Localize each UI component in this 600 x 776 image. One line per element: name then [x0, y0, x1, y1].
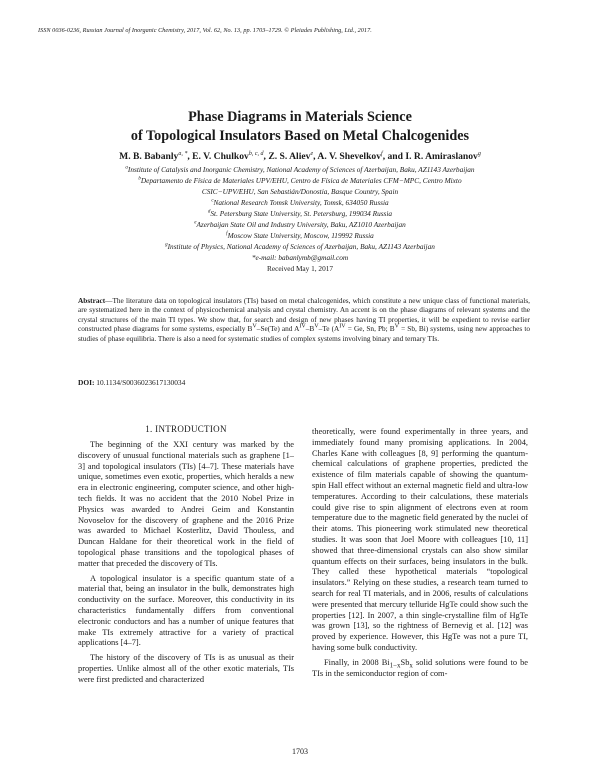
- affiliation-mark: g: [165, 242, 168, 248]
- body-text: Sb: [400, 657, 410, 667]
- body-column-left: [78, 440, 294, 690]
- affiliation-b-cont: [0, 187, 600, 197]
- abstract-text: –Se(Te) and A: [256, 324, 300, 334]
- author-name: E. V. Chulkov: [192, 151, 249, 162]
- affiliation-c: [0, 198, 600, 208]
- affiliation-g: [0, 242, 600, 252]
- affiliation-text: CSIC−UPV/EHU, San Sebastián/Donostia, Basque Country, Spain: [201, 187, 399, 196]
- affiliation-text: Azerbaijan State Oil and Industry University, Baku, AZ1010 Azerbaijan: [196, 220, 406, 229]
- author-name: M. B. Babanly: [119, 151, 179, 162]
- abstract-sup: V: [314, 323, 319, 330]
- body-paragraph: theoretically, were found experimentally in three years, and immediately found many promising applications. In 2004, Charles Kane with colleagues [8, 9] performing the quantum-chemical calculations of graphene properties, predicted the existence of film materials capable of showing the quantum-spin Hall effect without an external magnetic field and ultra-low temperatures. According to their calculations, these materials could give rise to spin alignment of electrons even at room temperature due to the magnetic field generated by the nuclei of their atoms. This pioneering work stimulated new theoretical studies. It was soon that Joel Moore with colleagues [10, 11] showed that three-dimensional crystals can also show similar quantum effects on their surfaces, being insulators in the bulk. They called these hypothetical materials “topological insulators.” Relying on these studies, a research team turned to search for real TI materials, and in 2006, results of calculations were presented that mercury telluride HgTe could show such the properties [12]. In 2007, a thin single-crystalline film of HgTe was grown [13], so the rightness of Bernevig et al. [12] was proved by experience. However, this HgTe was not a pure TI, having some bulk conductivity.: [312, 427, 528, 652]
- abstract-text: —The literature data on topological insulators (TIs) based on metal chalcogenides, which constitute a new unique class of functional materials, are systematized here in the context of physicochemical analysis and crystal chemistry. An accent is on the phase diagrams of relevant systems and the crystal structures of the main TI types. We show that, for search and design of new phases having TI properties, it will be expedient to revise earlier constructed phase diagrams for some systems, especially B: [78, 296, 530, 334]
- abstract-text: –B: [305, 324, 315, 334]
- author-list: [0, 151, 600, 162]
- author-name: I. R. Amiraslanov: [405, 151, 478, 162]
- paper-title-line-1: Phase Diagrams in Materials Science: [188, 109, 412, 125]
- email-text: *e-mail: babanlymb@gmail.com: [251, 253, 349, 262]
- body-sub: x: [409, 661, 413, 670]
- affiliation-a: [0, 165, 600, 175]
- author-name: Z. S. Aliev: [268, 151, 311, 162]
- abstract: [78, 296, 530, 343]
- author-affil-mark: g: [477, 150, 481, 157]
- body-paragraph: [312, 658, 528, 680]
- body-text: solid solutions were found to be TIs in the semiconductor region of com-: [312, 657, 528, 678]
- body-text: Finally, in 2008 Bi: [324, 657, 390, 667]
- journal-header: ISSN 0036-0236, Russian Journal of Inorganic Chemistry, 2017, Vol. 62, No. 13, pp. 1703–1729. © Pleiades Publishing, Ltd., 2017.: [38, 27, 372, 34]
- abstract-label: Abstract: [78, 296, 106, 305]
- affiliation-text: Institute of Catalysis and Inorganic Chemistry, National Academy of Sciences of Azerbaijan, Baku, AZ1143 Azerbaijan: [127, 165, 475, 174]
- author-affil-mark: e: [310, 150, 314, 157]
- doi-link[interactable]: 10.1134/S0036023617130034: [94, 378, 186, 387]
- body-sub: 1−x: [389, 661, 401, 670]
- page-number: 1703: [292, 747, 308, 756]
- received-date: Received May 1, 2017: [266, 264, 334, 273]
- abstract-sup: IV: [339, 323, 346, 330]
- paper-title-line-2: of Topological Insulators Based on Metal Chalcogenides: [130, 128, 470, 144]
- author-name: A. V. Shevelkov: [317, 151, 382, 162]
- abstract-sup: IV: [299, 323, 306, 330]
- author-separator: ,: [313, 151, 318, 162]
- author-separator: ,: [263, 151, 269, 162]
- affiliation-mark: c: [211, 198, 214, 204]
- author-separator: , and: [382, 151, 406, 162]
- affiliation-mark: f: [226, 231, 228, 237]
- section-heading: 1. INTRODUCTION: [145, 424, 227, 434]
- body-paragraph: The history of the discovery of TIs is as unusual as their properties. Unlike almost all of the other exotic materials, TIs were first predicted and characterized: [78, 653, 294, 684]
- author-affil-mark: b, c, d: [248, 150, 264, 157]
- affiliation-text: National Research Tomsk University, Tomsk, 634050 Russia: [213, 198, 389, 207]
- body-paragraph: A topological insulator is a specific quantum state of a material that, being an insulator in the bulk, demonstrates high conductivity on the surface. Moreover, this conductivity in its characteristics fundamentally differs from conventional electronic conductors and has a number of unique features that make TIs extremely attractive for a variety of practical applications [4–7].: [78, 573, 294, 648]
- doi-line: [78, 378, 185, 387]
- author-affil-mark: f: [381, 150, 383, 157]
- affiliation-mark: d: [207, 209, 211, 215]
- corresponding-email: [0, 253, 600, 263]
- doi-label: DOI:: [78, 378, 95, 387]
- abstract-sup: V: [394, 323, 400, 330]
- affiliation-e: [0, 220, 600, 230]
- affiliation-d: [0, 209, 600, 219]
- affiliation-mark: a: [125, 165, 128, 171]
- affiliation-text: Departamento de Física de Materiales UPV/EHU, Centro de Física de Materiales CFM−MPC, Centro Mixto: [140, 176, 462, 185]
- affiliation-text: Institute of Physics, National Academy of Sciences of Azerbaijan, Baku, AZ1143 Azerbaijan: [167, 242, 435, 251]
- abstract-text: –Te (A: [318, 324, 340, 334]
- body-column-right: [312, 427, 528, 683]
- abstract-sup: V: [252, 323, 257, 330]
- body-paragraph: The beginning of the XXI century was marked by the discovery of unusual functional materials such as graphene [1–3] and topological insulators (TIs) [4–7]. These materials have unique, sometimes even exotic, properties, which heralds a new era in electronic engineering, computer science, and other high-tech fields. It was no accident that the 2010 Nobel Prize in Physics was awarded to Andrei Geim and Konstantin Novoselov for the discovery of graphene and the 2016 Prize was awarded to Michael Kosterlitz, David Thouless, and Duncan Haldane for their theoretical work in the field of topological phase transitions and the topological phases of matter that preceded the discovery of TIs.: [78, 440, 294, 568]
- affiliation-b: [0, 176, 600, 186]
- affiliation-mark: b: [138, 176, 141, 182]
- abstract-text: = Sb, Bi) systems, using new approaches to studies of phase equilibria. There is also a need for systematic studies of complex systems involving binary and ternary TIs.: [78, 324, 531, 343]
- affiliation-text: St. Petersburg State University, St. Petersburg, 199034 Russia: [210, 209, 393, 218]
- author-affil-mark: a, *: [178, 150, 188, 157]
- author-separator: ,: [187, 151, 193, 162]
- affiliation-mark: e: [194, 220, 197, 226]
- affiliation-f: [0, 231, 600, 241]
- affiliation-text: Moscow State University, Moscow, 119992 Russia: [227, 231, 374, 240]
- abstract-text: = Ge, Sn, Pb; B: [345, 324, 395, 334]
